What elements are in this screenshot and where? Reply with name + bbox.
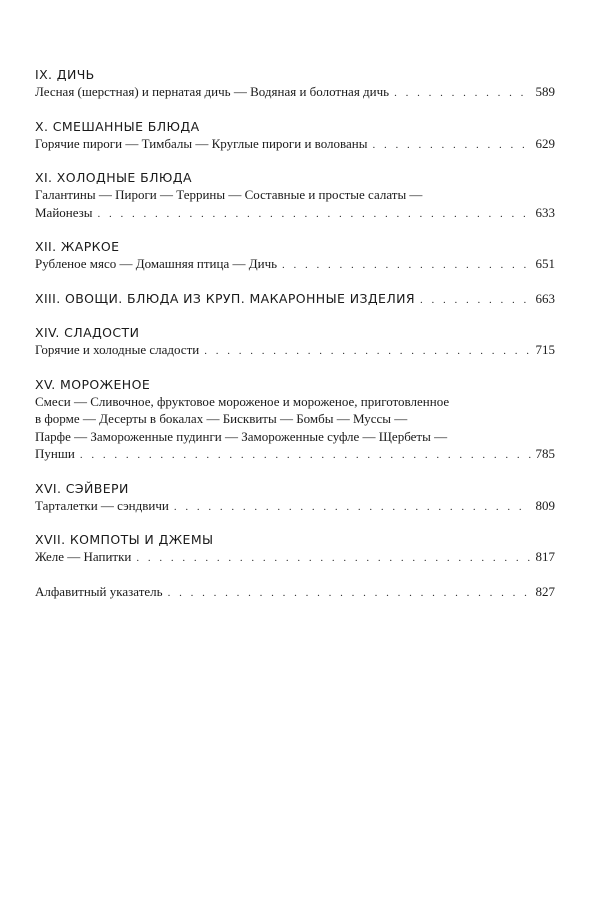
toc-section-xiv: [35, 324, 555, 361]
toc-entry[interactable]: [35, 497, 555, 517]
dot-leader: [98, 206, 531, 224]
entry-text: Желе — Напитки: [35, 549, 132, 564]
entry-text: Майонезы: [35, 204, 93, 220]
entry-text-line: в форме — Десерты в бокалах — Бисквиты — Бомбы — Муссы —: [35, 411, 408, 426]
toc-section-xiii: [35, 290, 555, 310]
page-number: 589: [535, 84, 555, 99]
section-heading: XIII. ОВОЩИ. БЛЮДА ИЗ КРУП. МАКАРОННЫЕ ИЗДЕЛИЯ: [35, 290, 415, 306]
toc-section-xvii: [35, 531, 555, 568]
page-number: 629: [535, 135, 555, 151]
dot-leader: [204, 343, 530, 361]
toc-section-xii: [35, 238, 555, 275]
toc-entry[interactable]: [35, 255, 555, 275]
page-number: 827: [535, 583, 555, 599]
page-number: 817: [535, 549, 555, 564]
entry-text: Горячие и холодные сладости: [35, 342, 200, 357]
toc-entry[interactable]: [35, 445, 555, 465]
entry-text-line: Смеси — Сливочное, фруктовое мороженое и мороженое, приготовленное: [35, 393, 450, 409]
toc-entry[interactable]: [35, 290, 555, 310]
entry-text: Тарталетки — сэндвичи: [35, 497, 169, 513]
page-number: 809: [535, 497, 555, 513]
dot-leader: [80, 447, 531, 465]
section-heading: IX. ДИЧЬ: [35, 67, 95, 82]
dot-leader: [174, 499, 531, 517]
toc-section-xvi: [35, 480, 555, 517]
entry-text-line: Галантины — Пироги — Террины — Составные и простые салаты —: [35, 187, 423, 202]
section-heading: XVII. КОМПОТЫ И ДЖЕМЫ: [35, 532, 214, 547]
entry-text: Алфавитный указатель: [35, 583, 163, 599]
dot-leader: [282, 257, 530, 275]
dot-leader: [394, 85, 530, 103]
entry-text: Пунши: [35, 446, 75, 461]
entry-text: Рубленое мясо — Домашняя птица — Дичь: [35, 256, 278, 271]
page-number: 651: [535, 256, 555, 271]
section-heading: XIV. СЛАДОСТИ: [35, 325, 140, 340]
toc-section-xi: [35, 169, 555, 223]
toc-entry[interactable]: [35, 83, 555, 103]
page-number: 663: [535, 290, 555, 306]
entry-text: Горячие пироги — Тимбалы — Круглые пироги и волованы: [35, 135, 368, 151]
page-number: 633: [535, 204, 555, 220]
section-heading: XVI. СЭЙВЕРИ: [35, 480, 129, 496]
toc-section-xv: [35, 376, 555, 465]
entry-text-line: Парфе — Замороженные пудинги — Замороженные суфле — Щербеты —: [35, 428, 448, 444]
section-heading: XV. МОРОЖЕНОЕ: [35, 376, 151, 392]
page-number: 785: [535, 446, 555, 461]
page-number: 715: [535, 342, 555, 357]
dot-leader: [372, 137, 530, 155]
toc-entry[interactable]: [35, 204, 555, 224]
section-heading: XII. ЖАРКОЕ: [35, 239, 120, 254]
entry-text: Лесная (шерстная) и пернатая дичь — Водяная и болотная дичь: [35, 84, 390, 99]
toc-section-ix: [35, 66, 555, 103]
toc-entry[interactable]: [35, 135, 555, 155]
toc-entry[interactable]: [35, 341, 555, 361]
dot-leader: [136, 550, 530, 568]
section-heading: X. СМЕШАННЫЕ БЛЮДА: [35, 118, 200, 134]
dot-leader: [168, 585, 531, 603]
toc-section-index: [35, 583, 555, 603]
toc-entry[interactable]: [35, 548, 555, 568]
toc-entry-index[interactable]: [35, 583, 555, 603]
section-heading: XI. ХОЛОДНЫЕ БЛЮДА: [35, 170, 192, 185]
table-of-contents: [35, 66, 555, 617]
dot-leader: [420, 292, 531, 310]
toc-section-x: [35, 118, 555, 155]
